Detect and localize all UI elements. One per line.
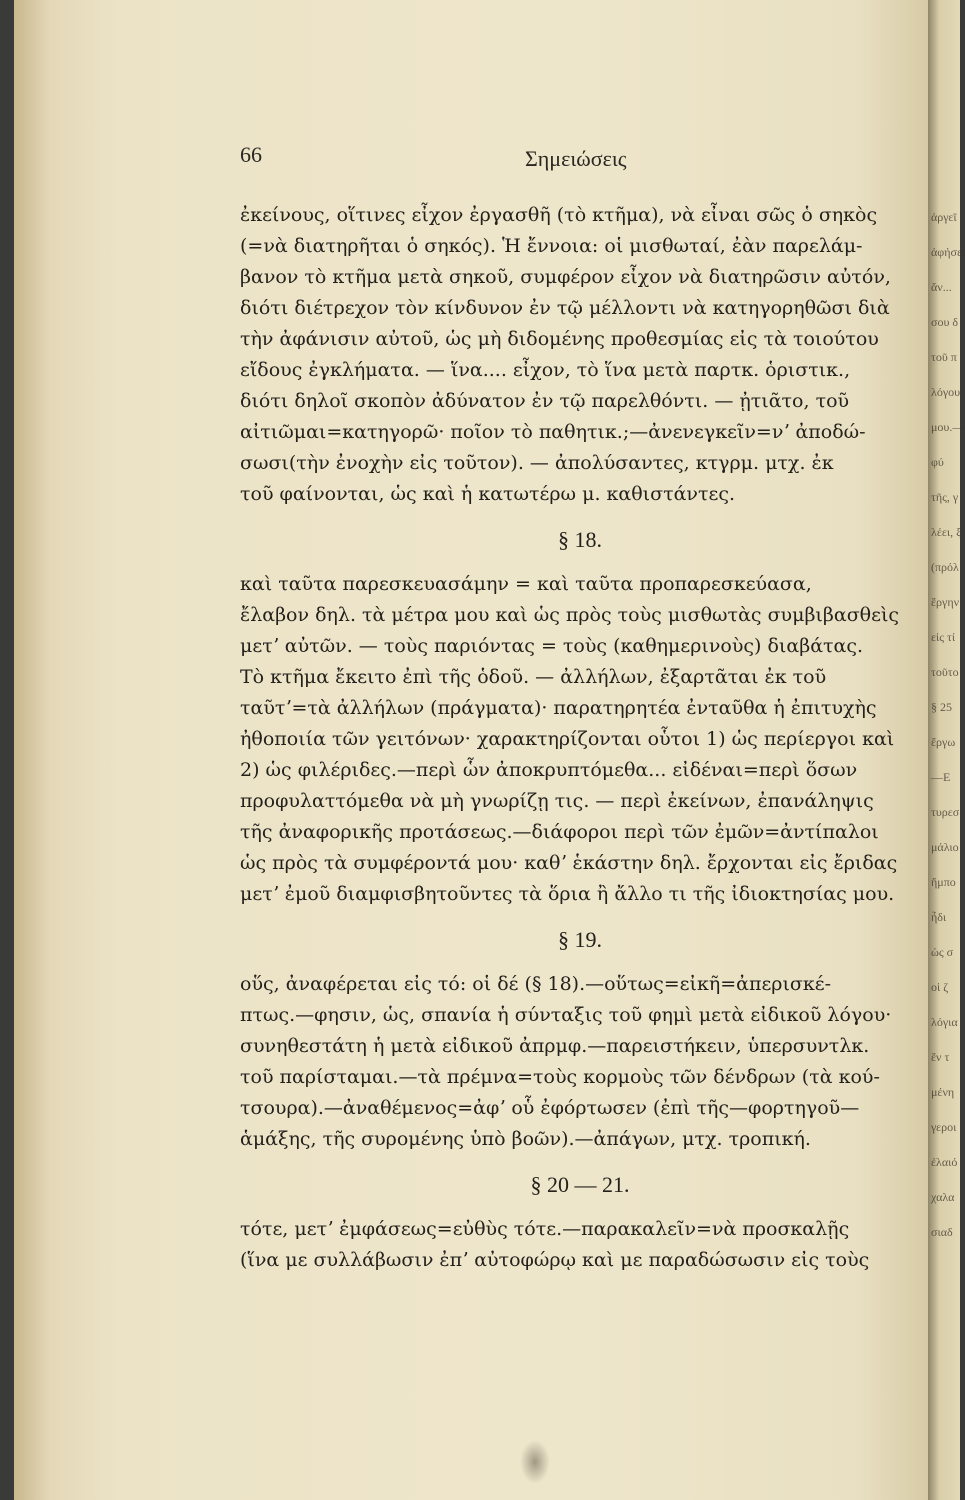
edge-fragment: τῆς, γ	[931, 490, 959, 504]
edge-fragment: ἀργεῖ	[931, 210, 957, 224]
text-line: ὡς πρὸς τὰ συμφέροντά μου· καθʼ ἑκάστην δηλ. ἔρχονται εἰς ἔριδας	[240, 852, 898, 874]
paragraph-intro	[240, 200, 920, 510]
text-line: (ἵνα με συλλάβωσιν ἐπʼ αὐτοφώρῳ καὶ με παραδώσωσιν εἰς τοὺς	[240, 1249, 870, 1271]
next-page-edge	[928, 0, 965, 1500]
text-line: μετʼ ἐμοῦ διαμφισβητοῦντες τὰ ὅρια ἢ ἄλλο τι τῆς ἰδιοκτησίας μου.	[240, 883, 895, 905]
edge-fragment: λέει, ξ	[931, 525, 962, 539]
edge-fragment: ἔν τ	[931, 1050, 950, 1064]
text-line: ἐκείνους, οἵτινες εἶχον ἐργασθῆ (τὸ κτῆμα), νὰ εἶναι σῶς ὁ σηκὸς	[240, 204, 878, 226]
edge-fragment: ἐλαιό	[931, 1155, 958, 1169]
text-line: (=νὰ διατηρῆται ὁ σηκός). Ἡ ἔννοια: οἱ μισθωταί, ἐὰν παρελάμ-	[240, 235, 863, 257]
text-line: σωσι(τὴν ἐνοχὴν εἰς τοῦτον). — ἀπολύσαντες, κτγρμ. μτχ. ἐκ	[240, 452, 834, 474]
text-line: μετʼ αὐτῶν. — τοὺς παριόντας = τοὺς (καθημερινοὺς) διαβάτας.	[240, 635, 864, 657]
edge-fragment: φύ	[931, 455, 944, 469]
text-line: διότι διέτρεχον τὸν κίνδυνον ἐν τῷ μέλλοντι νὰ κατηγορηθῶσι διὰ	[240, 297, 890, 319]
page-body	[240, 200, 920, 1276]
edge-fragment: τοῦ π	[931, 350, 957, 364]
text-line: τσουρα).—ἀναθέμενος=ἀφʼ οὗ ἐφόρτωσεν (ἐπὶ τῆς—φορτηγοῦ—	[240, 1097, 860, 1119]
edge-fragment: μου.—	[931, 420, 965, 434]
edge-fragment: (πρόλ	[931, 560, 959, 574]
edge-fragment: λόγια	[931, 1015, 958, 1029]
text-line: τῆς ἀναφορικῆς προτάσεως.—διάφοροι περὶ τῶν ἐμῶν=ἀντίπαλοι	[240, 821, 879, 843]
text-line: ἔλαβον δηλ. τὰ μέτρα μου καὶ ὡς πρὸς τοὺς μισθωτὰς συμβιβασθεὶς	[240, 604, 900, 626]
book-page	[14, 0, 928, 1500]
text-line: βανον τὸ κτῆμα μετὰ σηκοῦ, συμφέρον εἶχον νὰ διατηρῶσιν αὐτόν,	[240, 266, 891, 288]
text-line: τότε, μετʼ ἐμφάσεως=εὐθὺς τότε.—παρακαλεῖν=νὰ προσκαλῇς	[240, 1218, 850, 1240]
text-line: ἁμάξης, τῆς συρομένης ὑπὸ βοῶν).—ἀπάγων, μτχ. τροπική.	[240, 1128, 811, 1150]
next-page-fragments	[931, 200, 965, 1250]
edge-fragment: γεροι	[931, 1120, 957, 1134]
edge-fragment: τοῦτο	[931, 665, 959, 679]
text-line: εἴδους ἐγκλήματα. — ἵνα.... εἶχον, τὸ ἵνα μετὰ παρτκ. ὁριστικ.,	[240, 359, 851, 381]
section-heading-20-21: § 20 — 21.	[530, 1172, 630, 1197]
edge-fragment: μένη	[931, 1085, 955, 1099]
edge-fragment: λόγου	[931, 385, 961, 399]
page-header	[240, 142, 920, 182]
edge-fragment: ἔργω	[931, 735, 956, 749]
edge-fragment: ὡς σ	[931, 945, 954, 959]
text-line: καὶ ταῦτα παρεσκευασάμην = καὶ ταῦτα προπαρεσκεύασα,	[240, 573, 812, 595]
edge-fragment: ἤμπο	[931, 875, 956, 889]
text-line: Τὸ κτῆμα ἔκειτο ἐπὶ τῆς ὁδοῦ. — ἀλλήλων, ἐξαρτᾶται ἐκ τοῦ	[240, 666, 827, 688]
edge-fragment: —Ε	[931, 770, 951, 784]
text-line: τοῦ παρίσταμαι.—τὰ πρέμνα=τοὺς κορμοὺς τῶν δένδρων (τὰ κού-	[240, 1066, 880, 1088]
edge-fragment: ἀφήσει	[931, 245, 965, 259]
paragraph-section-18	[240, 569, 920, 910]
edge-fragment: χαλα	[931, 1190, 955, 1204]
text-line: οὕς, ἀναφέρεται εἰς τό: οἱ δέ (§ 18).—οὕτως=εἰκῆ=ἀπερισκέ-	[240, 973, 832, 995]
edge-fragment: εἰς τί	[931, 630, 956, 644]
edge-fragment: ἄν...	[931, 280, 952, 294]
paragraph-section-19	[240, 969, 920, 1155]
edge-fragment: μάλιο	[931, 840, 959, 854]
text-line: ἠθοποιία τῶν γειτόνων· χαρακτηρίζονται οὗτοι 1) ὡς περίεργοι καὶ	[240, 728, 895, 750]
running-title: Σημειώσεις	[525, 146, 627, 171]
edge-fragment: τυρεσ	[931, 805, 960, 819]
ink-smudge	[520, 1440, 550, 1484]
edge-fragment: σου δ	[931, 315, 959, 329]
section-heading-18: § 18.	[558, 527, 602, 552]
text-line: ταῦτʼ=τὰ ἀλλήλων (πράγματα)· παρατηρητέα ἐνταῦθα ἡ ἐπιτυχὴς	[240, 697, 877, 719]
edge-fragment: ἦδι	[931, 910, 947, 924]
text-line: πτως.—φησιν, ὡς, σπανία ἡ σύνταξις τοῦ φημὶ μετὰ εἰδικοῦ λόγου·	[240, 1004, 892, 1026]
edge-fragment: ἔργην	[931, 595, 960, 609]
edge-fragment: § 25	[931, 700, 952, 714]
section-heading-19: § 19.	[558, 927, 602, 952]
text-line: τὴν ἀφάνισιν αὐτοῦ, ὡς μὴ διδομένης προθεσμίας εἰς τὰ τοιούτου	[240, 328, 879, 350]
paragraph-section-20-21	[240, 1214, 920, 1276]
page-number: 66	[240, 142, 262, 167]
text-line: προφυλαττόμεθα νὰ μὴ γνωρίζῃ τις. — περὶ ἐκείνων, ἐπανάληψις	[240, 790, 874, 812]
text-line: διότι δηλοῖ σκοπὸν ἀδύνατον ἐν τῷ παρελθόντι. — ᾐτιᾶτο, τοῦ	[240, 390, 850, 412]
edge-fragment: οἱ ζ	[931, 980, 949, 994]
text-line: τοῦ φαίνονται, ὡς καὶ ἡ κατωτέρω μ. καθιστάντες.	[240, 483, 736, 505]
text-line: αἰτιῶμαι=κατηγορῶ· ποῖον τὸ παθητικ.;—ἀνενεγκεῖν=νʼ ἀποδώ-	[240, 421, 866, 443]
text-line: συνηθεστάτη ἡ μετὰ εἰδικοῦ ἀπρμφ.—παρειστήκειν, ὑπερσυντλκ.	[240, 1035, 870, 1057]
text-line: 2) ὡς φιλέριδες.—περὶ ὧν ἀποκρυπτόμεθα... εἰδέναι=περὶ ὅσων	[240, 759, 858, 781]
edge-fragment: σιαδ	[931, 1225, 953, 1239]
